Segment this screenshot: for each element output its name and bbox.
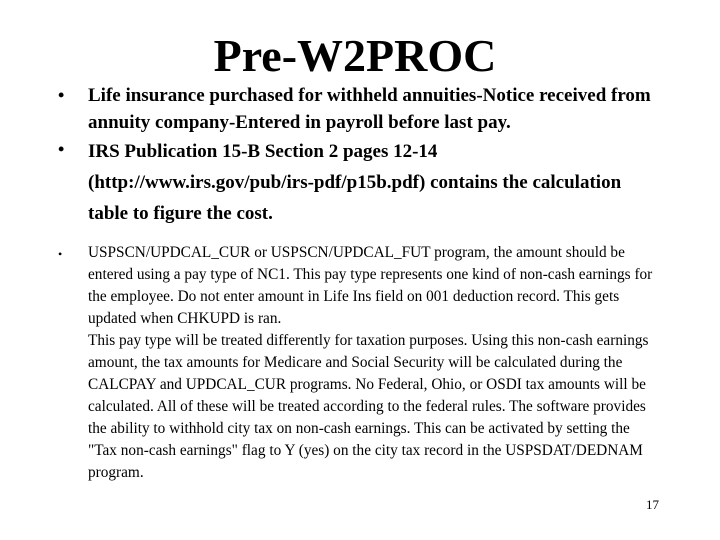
bullet-marker: •	[58, 139, 65, 159]
bullet-item-pay-type	[58, 242, 658, 484]
bullet-item-irs-publication	[58, 136, 658, 229]
bullet-marker: •	[58, 247, 63, 261]
bullet-text	[88, 242, 658, 484]
slide-title: Pre-W2PROC	[213, 30, 497, 81]
bullet-text: IRS Publication 15-B Section 2 pages 12-14 (http://www.irs.gov/pub/irs-pdf/p15b.pdf) contains the calculation table to figure the cost.	[88, 141, 622, 224]
bullet-list	[58, 82, 658, 484]
paragraph-taxation: This pay type will be treated differently for taxation purposes. Using this non-cash earnings amount, the tax amounts for Medicare and Social Security will be calculated during the CALCPAY and UPDCAL_CUR programs. No Federal, Ohio, or OSDI tax amounts will be calculated. All of these will be treated according to the federal rules. The software provides the ability to withhold city tax on non-cash earnings. This can be activated by setting the "Tax non-cash earnings" flag to Y (yes) on the city tax record in the USPSDAT/DEDNAM program.	[88, 332, 649, 481]
bullet-item-life-insurance	[58, 82, 658, 136]
bullet-marker: •	[58, 85, 65, 105]
bullet-text: Life insurance purchased for withheld annuities-Notice received from annuity company-Entered in payroll before last pay.	[88, 85, 651, 133]
paragraph-entry: USPSCN/UPDCAL_CUR or USPSCN/UPDCAL_FUT program, the amount should be entered using a pay type of NC1. This pay type represents one kind of non-cash earnings for the employee. Do not enter amount in Life Ins field on 001 deduction record. This gets updated when CHKUPD is ran.	[88, 244, 653, 327]
page-number: 17	[646, 497, 659, 512]
